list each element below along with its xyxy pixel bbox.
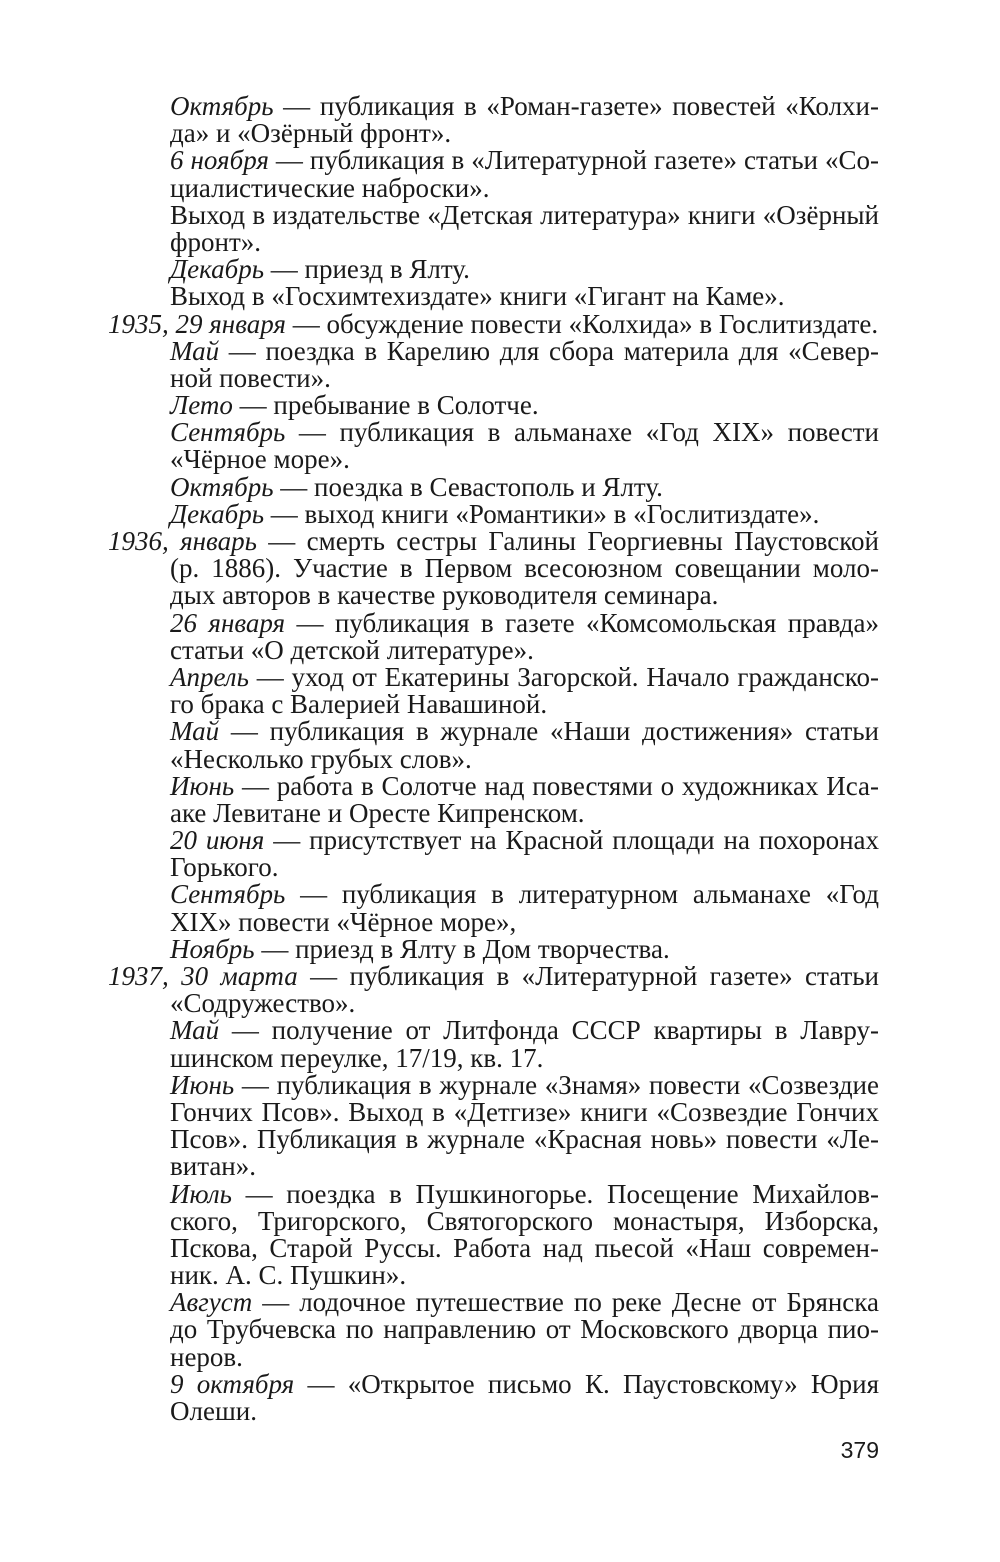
- text-line: [108, 634, 879, 665]
- text-line: [108, 335, 879, 366]
- line-text: «Содружество».: [170, 988, 356, 1019]
- date-label: Декабрь: [170, 498, 264, 529]
- text-line: [108, 392, 879, 419]
- line-text: — работа в Солотче над повестями о художниках Иса-: [234, 770, 879, 801]
- text-line: [108, 718, 879, 745]
- text-line: [108, 1289, 879, 1316]
- line-text: Выход в «Госхимтехиздате» книги «Гигант на Каме».: [170, 281, 785, 312]
- line-text: — публикация в «Литературной газете» статьи: [297, 961, 880, 991]
- line-text: витан».: [170, 1151, 257, 1182]
- text-line: [108, 906, 879, 937]
- text-line: [108, 1153, 879, 1180]
- text-line: [108, 1042, 879, 1073]
- line-text: — получение от Литфонда СССР квартиры в Лавру-: [219, 1015, 879, 1046]
- page-number: 379: [840, 1437, 879, 1463]
- text-line: [108, 1178, 879, 1209]
- line-text: — публикация в «Роман-газете» повестей «Колхи-: [273, 91, 879, 121]
- text-line: [108, 661, 879, 692]
- line-text: да» и «Озёрный фронт».: [170, 118, 452, 149]
- line-text: — приезд в Ялту в Дом творчества.: [254, 933, 670, 964]
- line-text: XIX» повести «Чёрное море»,: [170, 906, 517, 937]
- date-label: Май: [170, 716, 220, 747]
- line-text: аке Левитане и Оресте Кипренском.: [170, 797, 585, 828]
- line-text: дых авторов в качестве руководителя семинара.: [170, 580, 719, 611]
- text-line: [108, 1096, 879, 1127]
- text-line: [108, 1341, 879, 1372]
- text-line: [108, 990, 879, 1017]
- line-text: шинском переулке, 17/19, кв. 17.: [170, 1042, 544, 1073]
- line-text: неров.: [170, 1341, 243, 1372]
- line-text: фронт».: [170, 226, 261, 257]
- text-line: [108, 1368, 879, 1399]
- line-text: ной повести».: [170, 362, 331, 393]
- text-line: [108, 691, 879, 718]
- text-line: [108, 854, 879, 881]
- date-label: 9 октября: [170, 1368, 295, 1399]
- line-text: Пскова, Старой Руссы. Работа над пьесой «Наш современ-: [170, 1232, 879, 1263]
- date-label: 1936, январь: [108, 526, 257, 556]
- text-line: [108, 582, 879, 609]
- chronology-text: [108, 93, 879, 1425]
- line-text: — выход книги «Романтики» в «Гослитиздате».: [264, 498, 820, 529]
- line-text: — поездка в Пушкиногорье. Посещение Михайлов-: [231, 1178, 879, 1209]
- date-label: Ноябрь: [170, 933, 255, 964]
- line-text: Гончих Псов». Выход в «Детгизе» книги «Созвездие Гончих: [170, 1096, 879, 1127]
- text-line: [108, 1017, 879, 1044]
- line-text: — уход от Екатерины Загорской. Начало гражданско-: [248, 661, 879, 692]
- line-text: го брака с Валерией Навашиной.: [170, 689, 548, 720]
- text-line: [108, 498, 879, 529]
- line-text: Псов». Публикация в журнале «Красная новь» повести «Ле-: [170, 1124, 879, 1155]
- text-line: [108, 1069, 879, 1100]
- line-text: — обсуждение повести «Колхида» в Гослитиздате.: [285, 308, 879, 339]
- line-text: (р. 1886). Участие в Первом всесоюзном совещании моло-: [170, 553, 879, 584]
- date-label: Сентябрь: [170, 417, 286, 448]
- date-label: 20 июня: [170, 825, 265, 856]
- line-text: до Трубчевска по направлению от Московского дворца пио-: [170, 1314, 879, 1345]
- line-text: ник. А. С. Пушкин».: [170, 1260, 407, 1291]
- date-label: Октябрь: [170, 91, 274, 121]
- line-text: циалистические наброски».: [170, 172, 490, 203]
- line-text: Олеши.: [170, 1396, 257, 1426]
- text-line: [108, 226, 879, 257]
- line-text: — публикация в газете «Комсомольская правда»: [285, 607, 879, 638]
- date-label: Сентябрь: [170, 879, 286, 910]
- text-line: [108, 199, 879, 230]
- line-text: «Несколько грубых слов».: [170, 743, 472, 774]
- line-text: — поездка в Карелию для сбора материла для «Север-: [219, 335, 879, 366]
- date-label: Лето: [170, 390, 233, 421]
- text-line: [108, 1205, 879, 1236]
- text-line: [108, 607, 879, 638]
- date-label: 1935, 29 января: [108, 308, 286, 339]
- text-line: [108, 1316, 879, 1343]
- date-label: Июль: [170, 1178, 232, 1209]
- text-line: [108, 1262, 879, 1289]
- text-line: [108, 1232, 879, 1263]
- line-text: Выход в издательстве «Детская литература» книги «Озёрный: [170, 199, 879, 230]
- date-label: Апрель: [170, 661, 249, 692]
- text-line: [108, 1126, 879, 1153]
- line-text: — публикация в литературном альманахе «Год: [285, 879, 879, 910]
- text-line: [108, 827, 879, 854]
- text-line: [108, 446, 879, 473]
- date-label: 26 января: [170, 607, 286, 638]
- text-line: [108, 256, 879, 283]
- date-label: Июнь: [170, 1069, 235, 1100]
- line-text: — «Открытое письмо К. Паустовскому» Юрия: [294, 1368, 879, 1399]
- date-label: Октябрь: [170, 471, 274, 502]
- line-text: — публикация в журнале «Знамя» повести «Созвездие: [234, 1069, 879, 1100]
- line-text: Горького.: [170, 852, 279, 883]
- date-label: Май: [170, 335, 220, 366]
- line-text: — присутствует на Красной площади на похоронах: [264, 825, 879, 856]
- line-text: ского, Тригорского, Святогорского монастыря, Изборска,: [170, 1205, 879, 1236]
- text-line: [108, 797, 879, 828]
- text-line: [108, 743, 879, 774]
- date-label: Июнь: [170, 770, 235, 801]
- date-label: Май: [170, 1015, 220, 1046]
- line-text: — публикация в журнале «Наши достижения» статьи: [219, 716, 879, 747]
- text-line: [108, 283, 879, 310]
- line-text: — публикация в альманахе «Год XIX» повести: [285, 417, 879, 448]
- text-line: [108, 419, 879, 446]
- line-text: «Чёрное море».: [170, 444, 350, 475]
- text-line: [108, 93, 879, 120]
- date-label: 1937, 30 марта: [108, 961, 298, 991]
- text-line: [108, 528, 879, 555]
- line-text: — поездка в Севастополь и Ялту.: [273, 471, 663, 502]
- text-line: [108, 770, 879, 801]
- text-line: [108, 308, 879, 339]
- line-text: — лодочное путешествие по реке Десне от Брянска: [252, 1287, 879, 1318]
- line-text: — приезд в Ялту.: [264, 254, 470, 285]
- text-line: [108, 881, 879, 908]
- text-line: [108, 147, 879, 174]
- date-label: Август: [170, 1287, 253, 1318]
- text-line: [108, 1398, 879, 1425]
- text-line: [108, 471, 879, 502]
- date-label: Декабрь: [170, 254, 264, 285]
- text-line: [108, 120, 879, 147]
- line-text: — пребывание в Солотче.: [232, 390, 539, 421]
- line-text: — смерть сестры Галины Георгиевны Паустовской: [256, 526, 879, 556]
- text-line: [108, 555, 879, 582]
- text-line: [108, 362, 879, 393]
- line-text: статьи «О детской литературе».: [170, 634, 534, 665]
- line-text: — публикация в «Литературной газете» статьи «Со-: [268, 145, 879, 176]
- text-line: [108, 933, 879, 964]
- text-line: [108, 172, 879, 203]
- text-line: [108, 963, 879, 990]
- date-label: 6 ноября: [170, 145, 269, 176]
